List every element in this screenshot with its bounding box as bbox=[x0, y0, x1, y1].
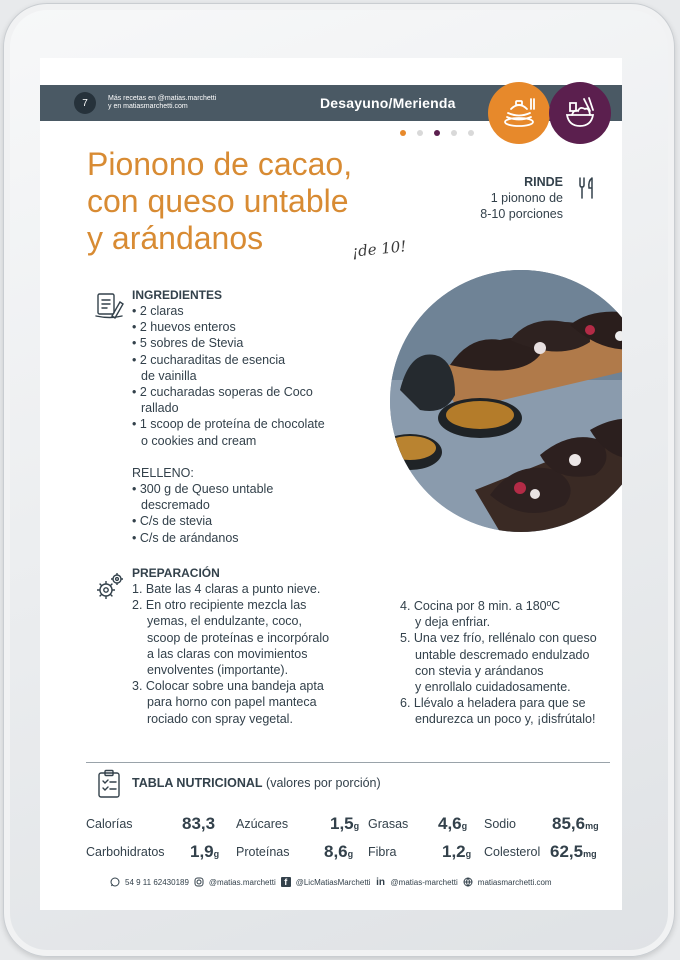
facebook-link[interactable]: @LicMatiasMarchetti bbox=[295, 877, 371, 887]
step-line: yemas, el endulzante, coco, bbox=[147, 614, 302, 629]
fibra-value: 1,2 bbox=[442, 842, 466, 861]
facebook-icon: f bbox=[281, 877, 291, 887]
notebook-pencil-icon bbox=[94, 290, 124, 325]
step-line: 2. En otro recipiente mezcla las bbox=[132, 598, 307, 613]
page-dot bbox=[417, 130, 423, 136]
calorias-label: Calorías bbox=[86, 817, 133, 831]
instagram-link[interactable]: @matias.marchetti bbox=[208, 877, 276, 887]
unit: mg bbox=[585, 821, 599, 831]
unit: g bbox=[465, 849, 472, 859]
promo-line-1: Más recetas en @matias.marchetti bbox=[108, 95, 217, 102]
azucares-label: Azúcares bbox=[236, 817, 289, 831]
azucares-value: 1,5 bbox=[330, 814, 354, 833]
unit: g bbox=[213, 849, 220, 859]
title-line: con queso untable bbox=[87, 183, 349, 219]
nutrition-title: TABLA NUTRICIONAL bbox=[132, 776, 263, 790]
step-line: para horno con papel manteca bbox=[147, 695, 317, 710]
yield-info bbox=[480, 174, 563, 222]
step-line: 5. Una vez frío, rellénalo con queso bbox=[400, 631, 597, 646]
colesterol-cell bbox=[550, 842, 597, 862]
step-line: a las claras con movimientos bbox=[147, 646, 308, 661]
filling-heading: RELLENO: bbox=[132, 465, 194, 480]
step-line: envolventes (importante). bbox=[147, 663, 289, 678]
step-line: 1. Bate las 4 claras a punto nieve. bbox=[132, 582, 321, 596]
step-line: y enrollalo cuidadosamente. bbox=[415, 680, 571, 695]
gears-icon bbox=[94, 570, 126, 607]
filling-item: • 300 g de Queso untable bbox=[132, 482, 274, 497]
filling-item: • C/s de arándanos bbox=[132, 530, 239, 545]
ingredient-item: • 2 claras bbox=[132, 304, 184, 318]
ingredient-item: rallado bbox=[141, 401, 179, 416]
linkedin-icon: in bbox=[376, 876, 385, 888]
nutrition-heading bbox=[132, 776, 381, 790]
whatsapp-link[interactable]: 54 9 11 62430189 bbox=[125, 877, 189, 887]
preparation-steps-left bbox=[132, 581, 329, 727]
calorias-value: 83,3 bbox=[182, 814, 216, 833]
fibra-cell bbox=[442, 842, 471, 862]
breakfast-bowl-icon bbox=[549, 82, 611, 144]
carbohidratos-cell bbox=[190, 842, 219, 862]
carbohidratos-value: 1,9 bbox=[190, 842, 214, 861]
step-line: 6. Llévalo a heladera para que se bbox=[400, 696, 586, 711]
promo-text bbox=[108, 95, 216, 111]
checklist-icon bbox=[96, 769, 122, 804]
sodio-cell bbox=[552, 814, 599, 834]
unit: g bbox=[461, 821, 468, 831]
step-line: rociado con spray vegetal. bbox=[147, 711, 293, 726]
ingredient-item: • 1 scoop de proteína de chocolate bbox=[132, 417, 325, 432]
recipe-photo bbox=[390, 270, 622, 532]
title-line: Pionono de cacao, bbox=[87, 146, 353, 182]
divider bbox=[86, 762, 610, 763]
promo-line-2: y en matiasmarchetti.com bbox=[108, 103, 188, 110]
ingredient-item: • 5 sobres de Stevia bbox=[132, 336, 244, 351]
globe-icon bbox=[463, 877, 473, 887]
step-line: scoop de proteínas e incorpóralo bbox=[147, 630, 330, 645]
recipe-page bbox=[40, 58, 622, 910]
website-link[interactable]: matiasmarchetti.com bbox=[477, 877, 552, 887]
ingredient-item: de vainilla bbox=[141, 368, 197, 383]
proteinas-value: 8,6 bbox=[324, 842, 348, 861]
yield-line: 1 pionono de bbox=[490, 191, 563, 205]
step-line: con stevia y arándanos bbox=[415, 663, 544, 678]
yield-line: 8-10 porciones bbox=[480, 207, 563, 221]
page-dot bbox=[451, 130, 457, 136]
instagram-icon bbox=[194, 877, 204, 887]
recipe-title bbox=[87, 146, 407, 257]
ingredients-list bbox=[132, 303, 325, 546]
unit: g bbox=[353, 821, 360, 831]
preparation-steps-right bbox=[400, 598, 597, 728]
step-line: untable descremado endulzado bbox=[415, 647, 590, 662]
step-line: 4. Cocina por 8 min. a 180ºC bbox=[400, 599, 561, 613]
proteinas-label: Proteínas bbox=[236, 845, 290, 859]
tablet-frame bbox=[3, 3, 675, 957]
footer-contacts bbox=[110, 877, 552, 887]
preparation-heading: PREPARACIÓN bbox=[132, 566, 220, 580]
whatsapp-icon bbox=[110, 877, 120, 887]
ingredient-item: • 2 cucharaditas de esencia bbox=[132, 352, 286, 367]
fibra-label: Fibra bbox=[368, 845, 397, 859]
sodio-value: 85,6 bbox=[552, 814, 586, 833]
pancake-stack-icon bbox=[488, 82, 550, 144]
page-dot bbox=[468, 130, 474, 136]
carbohidratos-label: Carbohidratos bbox=[86, 845, 165, 859]
colesterol-label: Colesterol bbox=[484, 845, 541, 859]
ingredient-item: o cookies and cream bbox=[141, 433, 257, 448]
sodio-label: Sodio bbox=[484, 817, 516, 831]
step-line: y deja enfriar. bbox=[415, 615, 491, 630]
page-dot bbox=[434, 130, 440, 136]
step-line: endurezca un poco y, ¡disfrútalo! bbox=[415, 712, 596, 727]
azucares-cell bbox=[330, 814, 359, 834]
step-line: 3. Colocar sobre una bandeja apta bbox=[132, 679, 324, 694]
grasas-label: Grasas bbox=[368, 817, 409, 831]
yield-heading: RINDE bbox=[524, 175, 563, 189]
tagline: ¡de 10! bbox=[351, 237, 408, 261]
page-dot bbox=[400, 130, 406, 136]
ingredient-item: • 2 cucharadas soperas de Coco bbox=[132, 385, 313, 400]
proteinas-cell bbox=[324, 842, 353, 862]
linkedin-link[interactable]: @matias-marchetti bbox=[390, 877, 458, 887]
unit: mg bbox=[583, 849, 597, 859]
unit: g bbox=[347, 849, 354, 859]
pagination-dots bbox=[400, 130, 474, 136]
grasas-cell bbox=[438, 814, 467, 834]
title-line: y arándanos bbox=[87, 220, 264, 256]
ingredients-heading: INGREDIENTES bbox=[132, 288, 223, 302]
grasas-value: 4,6 bbox=[438, 814, 462, 833]
filling-item: • C/s de stevia bbox=[132, 514, 213, 529]
filling-item: descremado bbox=[141, 498, 210, 513]
page-number: 7 bbox=[74, 92, 96, 114]
ingredient-item: • 2 huevos enteros bbox=[132, 320, 236, 335]
colesterol-value: 62,5 bbox=[550, 842, 584, 861]
section-title: Desayuno/Merienda bbox=[320, 95, 456, 111]
nutrition-subtitle: (valores por porción) bbox=[266, 776, 381, 790]
cutlery-icon bbox=[576, 176, 598, 205]
